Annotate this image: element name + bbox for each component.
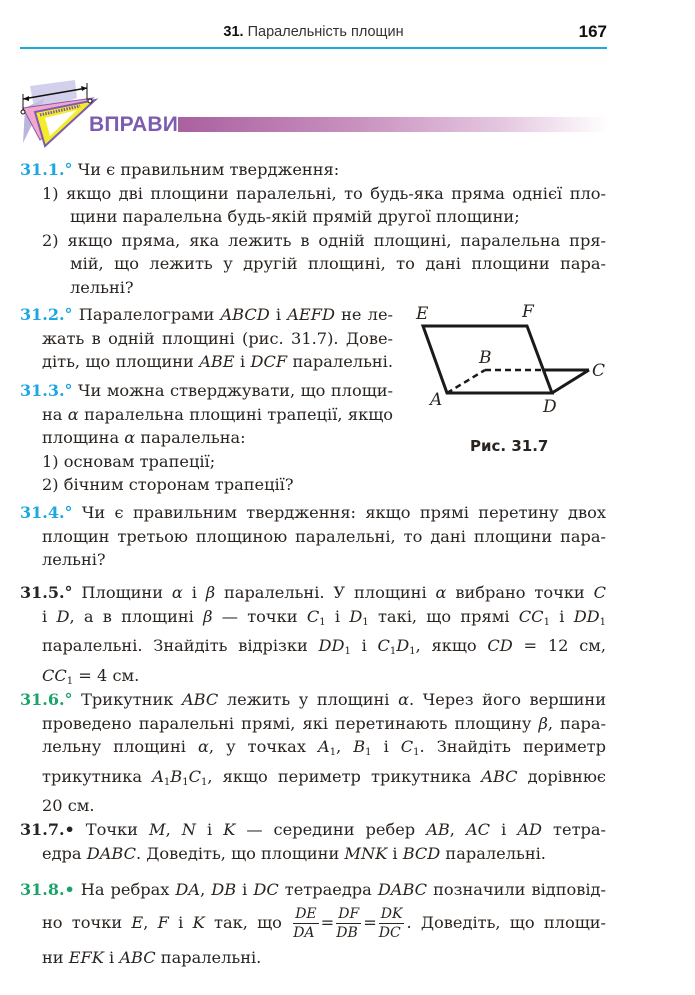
exercise-31-8: 31.8.• На ребрах DA, DB і DC тетраедра DABC позначили відповід- но точки E, F і K так, що $\frac{DE}{DA}$ = $\frac{DF}{DB}$ = $\frac{DK}{DC}$ . Доведіть, що площи- ни EFK і ABC паралельні. xyxy=(20,880,606,967)
exercise-31-7: 31.7.• Точки M, N і K — середини ребер AB, AC і AD тетра- едра DABC. Доведіть, що площини MNK і BCD паралельні. xyxy=(20,820,607,863)
exercise-31-6: 31.6.° Трикутник ABC лежить у площині α. Через його вершини проведено паралельні прямі, які перетинають площину β, пара- лельну площині α, у точках $A_1$, $B_1$ і $C_1$. Знайдіть периметр трикутника $A_1B_1C_1$, якщо периметр трикутника ABC дорівнює 20 см. xyxy=(20,690,606,815)
exercise-31-5: 31.5.° Площини α і β паралельні. У площині α вибрано точки C і D, а в площині β — точки $C_1$ і $D_1$ такі, що прямі $CC_1$ і $DD_1$ паралельні. Знайдіть відрізки $DD_1$ і $C_1D_1$, якщо CD = 12 см, $CC_1 = 4$ см. xyxy=(20,583,607,687)
label-B: B xyxy=(479,348,492,368)
label-A: A xyxy=(430,390,443,410)
section-gradient-bar xyxy=(178,117,608,132)
section-title: ВПРАВИ xyxy=(89,113,179,136)
label-C: C xyxy=(592,361,606,381)
figure-caption: Рис. 31.7 xyxy=(470,437,549,455)
running-header xyxy=(20,22,607,42)
exercise-31-3: 31.3.° Чи можна стверджувати, що площи- на α паралельна площині трапеції, якщо площина α паралельна: 1) основам трапеції; 2) бічним сторонам трапеції? xyxy=(20,381,393,494)
item-1-line: 1) якщо дві площини паралельні, то будь-яка пряма однієї пло- xyxy=(42,183,606,203)
label-F: F xyxy=(522,302,534,322)
exercise-31-4: 31.4.° Чи є правильним твердження: якщо прямі перетину двох площин третьою площиною паралельні, то дані площини пара- лельні? xyxy=(20,503,606,569)
exercise-31-1: 31.1.° Чи є правильним твердження: 1) якщо дві площини паралельні, то будь-яка пряма однієї пло- щини паралельна будь-якій прямій другої площини; 2) якщо пряма, яка лежить в одній площині, паралельна пря- мій, що лежить у другій площині, то дані площини пара- лельні? xyxy=(20,160,606,297)
figure-31-7-parallelograms xyxy=(400,295,620,425)
label-E: E xyxy=(416,304,429,324)
item-2-line: 2) якщо пряма, яка лежить в одній площині, паралельна пря- xyxy=(42,230,606,250)
exercise-number: 31.1.° xyxy=(20,160,73,179)
page-number: 167 xyxy=(578,22,607,41)
fraction-df-db: $\frac{DF}{DB}$ xyxy=(336,905,360,941)
chapter-title: 31. Паралельність площин xyxy=(223,24,404,40)
header-rule xyxy=(20,47,607,49)
fraction-de-da: $\frac{DE}{DA}$ xyxy=(293,905,317,941)
exercise-31-2: 31.2.° Паралелограми ABCD і AEFD не ле- жать в одній площині (рис. 31.7). Дове- діть, що площини ABE і DCF паралельні. xyxy=(20,305,393,371)
fraction-dk-dc: $\frac{DK}{DC}$ xyxy=(378,905,403,941)
label-D: D xyxy=(543,397,557,417)
